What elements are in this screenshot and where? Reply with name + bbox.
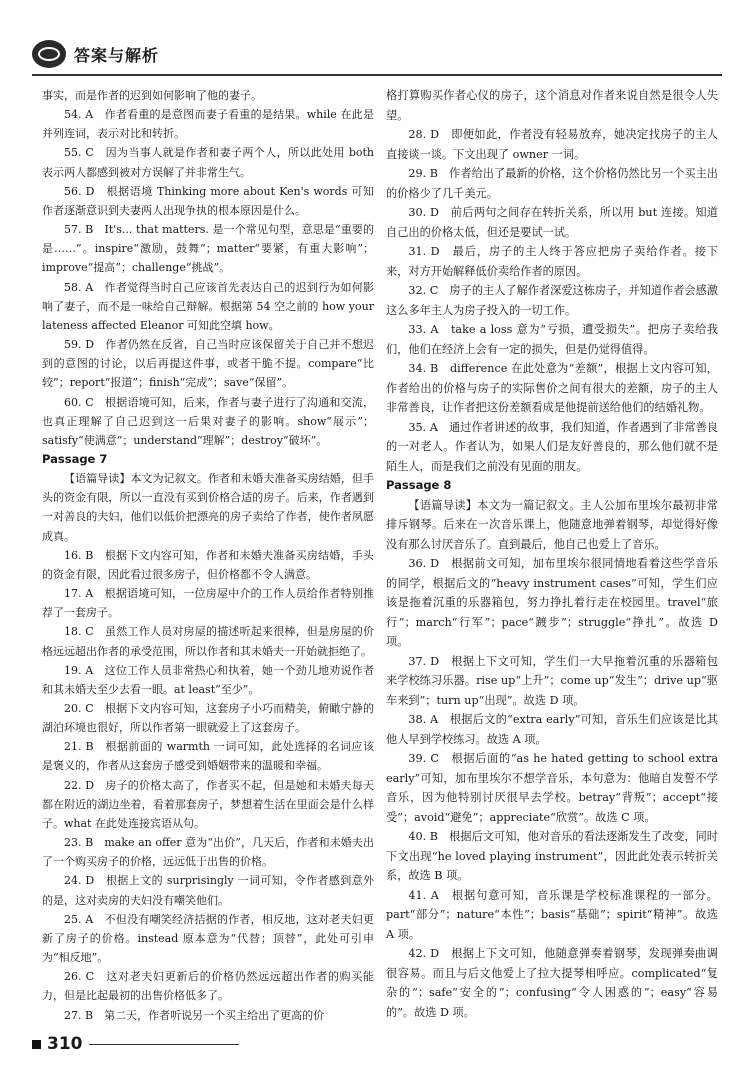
answer-paragraph: 31. D 最后，房子的主人终于答应把房子卖给作者。接下来，对方开始解释低价卖给作者的原因。 <box>386 245 718 278</box>
answer-paragraph: 33. A take a loss 意为“亏损，遭受损失”。把房子卖给我们，他们在经济上会有一定的损失，但是仍觉得值得。 <box>386 323 718 356</box>
answer-paragraph: 37. D 根据上下文可知，学生们一大早拖着沉重的乐器箱包来学校练习乐器。rise up“上升”；come up“发生”；drive up“驱车来到”；turn up“出现”。故选 D 项。 <box>386 654 718 707</box>
answer-paragraph: 35. A 通过作者讲述的故事，我们知道，作者遇到了非常善良的一对老人。作者认为，如果人们是友好善良的，那么他们就不是陌生人，而是我们之前没有见面的朋友。 <box>386 420 718 473</box>
page-header <box>32 36 722 72</box>
answer-paragraph: 23. B make an offer 意为“出价”，几天后，作者和未婚夫出了一个购买房子的价格，远远低于出售的价格。 <box>42 836 374 869</box>
page-footer <box>32 1031 239 1057</box>
page-number: 310 <box>47 1034 83 1054</box>
answer-paragraph: 26. C 这对老夫妇更新后的价格仍然远远超出作者的购买能力，但是比起最初的出售价格低多了。 <box>42 970 374 1003</box>
continued-paragraph: 事实，而是作者的迟到如何影响了他的妻子。 <box>42 89 262 102</box>
answer-paragraph: 55. C 因为当事人就是作者和妻子两个人，所以此处用 both 表示两人都感到被对方误解了并非常生气。 <box>42 146 374 179</box>
left-column <box>42 86 374 1025</box>
answer-paragraph: 39. C 根据后面的“as he hated getting to school extra early”可知，加布里埃尔不想学音乐，本句意为：他暗自发誓不学音乐，因为他特别讨厌很早去学校。betray“背叛”；accept“接受”；avoid“避免”；appreciate“欣赏”。故选 C 项。 <box>386 752 718 824</box>
answer-paragraph: 28. D 即便如此，作者没有轻易放弃，她决定找房子的主人直接谈一谈。下文出现了 owner 一词。 <box>386 128 718 161</box>
answer-paragraph: 16. B 根据下文内容可知，作者和未婚夫准备买房结婚，手头的资金有限，因此看过很多房子，但价格都不令人满意。 <box>42 548 374 581</box>
header-rule <box>32 74 722 76</box>
answer-paragraph: 27. B 第二天，作者听说另一个买主给出了更高的价 <box>64 1008 325 1022</box>
book-logo-icon <box>32 40 66 68</box>
footer-rule <box>89 1044 239 1045</box>
answer-paragraph: 34. B difference 在此处意为“差额”，根据上文内容可知，作者给出的价格与房子的实际售价之间有很大的差额，房子的主人非常善良，让作者把这份差额看成是他提前送给他们的结婚礼物。 <box>386 362 718 414</box>
answer-paragraph: 42. D 根据上下文可知，他随意弹奏着钢琴，发现弹奏曲调很容易。而且与后文他爱上了拉大提琴相呼应。complicated“复杂的”；safe“安全的”；confusing“令人困惑的”；easy“容易的”。故选 D 项。 <box>386 947 718 1019</box>
answer-paragraph: 【语篇导读】本文为一篇记叙文。主人公加布里埃尔最初非常排斥钢琴。后来在一次音乐课上，他随意地弹着钢琴，却觉得好像没有那么讨厌音乐了。直到最后，他自己也爱上了音乐。 <box>386 498 718 551</box>
footer-square-icon <box>32 1040 41 1049</box>
answer-paragraph: 41. A 根据句意可知，音乐课是学校标准课程的一部分。part“部分”；nature“本性”；basis“基础”；spirit“精神”。故选 A 项。 <box>386 888 718 941</box>
answer-paragraph: 17. A 根据语境可知，一位房屋中介的工作人员给作者特别推荐了一套房子。 <box>42 587 374 620</box>
continued-paragraph: 格打算购买作者心仪的房子，这个消息对作者来说自然是很令人失望。 <box>386 89 718 122</box>
answer-paragraph: 24. D 根据上文的 surprisingly 一词可知，令作者感到意外的是，这对卖房的夫妇没有嘲笑他们。 <box>42 874 374 907</box>
answer-paragraph: 29. B 作者给出了最新的价格，这个价格仍然比另一个买主出的价格少了几千美元。 <box>386 167 718 200</box>
answer-paragraph: 30. D 前后两句之间存在转折关系，所以用 but 连接。知道自己出的价格太低，但还是要试一试。 <box>386 206 718 239</box>
answer-paragraph: 56. D 根据语境 Thinking more about Ken's words 可知作者逐渐意识到夫妻两人出现争执的根本原因是什么。 <box>42 184 374 217</box>
answer-paragraph: 21. B 根据前面的 warmth 一词可知，此处选择的名词应该是褒义的，作者从这套房子感受到婚姻带来的温暖和幸福。 <box>42 740 374 773</box>
answer-paragraph: 38. A 根据后文的“extra early”可知，音乐生们应该是比其他人早到学校练习。故选 A 项。 <box>386 713 718 746</box>
answer-paragraph: 18. C 虽然工作人员对房屋的描述听起来很棒，但是房屋的价格远远超出作者的承受范围，所以作者和其未婚夫一开始就拒绝了。 <box>42 625 374 658</box>
answer-paragraph: 22. D 房子的价格太高了，作者买不起，但是她和未婚夫每天都在附近的湖边坐着，看着那套房子，梦想着生活在里面会是什么样子。what 在此处连接宾语从句。 <box>42 778 374 830</box>
answer-paragraph: 58. A 作者觉得当时自己应该首先表达自己的迟到行为如何影响了妻子，而不是一味给自己辩解。根据第 54 空之前的 how your lateness affected Eleanor 可知此空填 how。 <box>42 280 374 332</box>
answer-paragraph: 57. B It's... that matters. 是一个常见句型，意思是“重要的是……”。inspire“激励，鼓舞”；matter“要紧，有重大影响”；improve“提高”；challenge“挑战”。 <box>42 223 374 275</box>
answer-paragraph: 25. A 不但没有嘲笑经济拮据的作者，相反地，这对老夫妇更新了房子的价格。instead 原本意为“代替；顶替”，此处可引申为“相反地”。 <box>42 912 374 965</box>
answer-paragraph: 【语篇导读】本文为记叙文。作者和未婚夫准备买房结婚，但手头的资金有限，所以一直没有买到价格合适的房子。后来，作者遇到一对善良的夫妇，他们以低价把漂亮的房子卖给了作者，使作者夙愿成真。 <box>42 472 374 543</box>
right-column <box>386 86 718 1022</box>
answer-paragraph: 32. C 房子的主人了解作者深爱这栋房子，并知道作者会感激这么多年主人为房子投入的一切工作。 <box>386 284 718 317</box>
section-title: 答案与解析 <box>74 45 160 65</box>
answer-paragraph: 19. A 这位工作人员非常热心和执着，她一个劲儿地劝说作者和其未婚夫至少去看一眼。at least“至少”。 <box>42 663 374 696</box>
answer-paragraph: 54. A 作者看重的是意图而妻子看重的是结果。while 在此是并列连词，表示对比和转折。 <box>42 108 374 141</box>
answer-paragraph: 36. D 根据前文可知，加布里埃尔很同情地看着这些学音乐的同学，根据后文的“heavy instrument cases”可知，学生们应该是拖着沉重的乐器箱包，努力挣扎着行走在校园里。travel“旅行”；march“行军”；pace“踱步”；struggle“挣扎”。故选 D 项。 <box>386 557 718 648</box>
answer-paragraph: 20. C 根据下文内容可知，这套房子小巧而精美，俯瞰宁静的湖泊环境也很好，所以作者第一眼就爱上了这套房子。 <box>42 702 374 735</box>
answer-paragraph: 60. C 根据语境可知，后来，作者与妻子进行了沟通和交流，也真正理解了自己迟到这一后果对妻子的影响。show“展示”；satisfy“使满意”；understand“理解”；destroy“破坏”。 <box>42 395 374 447</box>
answer-paragraph: 40. B 根据后文可知，他对音乐的看法逐渐发生了改变，同时下文出现“he loved playing instrument”，因此此处表示转折关系，故选 B 项。 <box>386 830 718 882</box>
answer-paragraph: 59. D 作者仍然在反省，自己当时应该保留关于自己并不想迟到的意图的讨论，以后再提这件事，或者干脆不提。compare“比较”；report“报道”；finish“完成”；save“保留”。 <box>42 338 374 390</box>
passage-heading: Passage 7 <box>42 451 108 466</box>
passage-heading: Passage 8 <box>386 478 452 492</box>
